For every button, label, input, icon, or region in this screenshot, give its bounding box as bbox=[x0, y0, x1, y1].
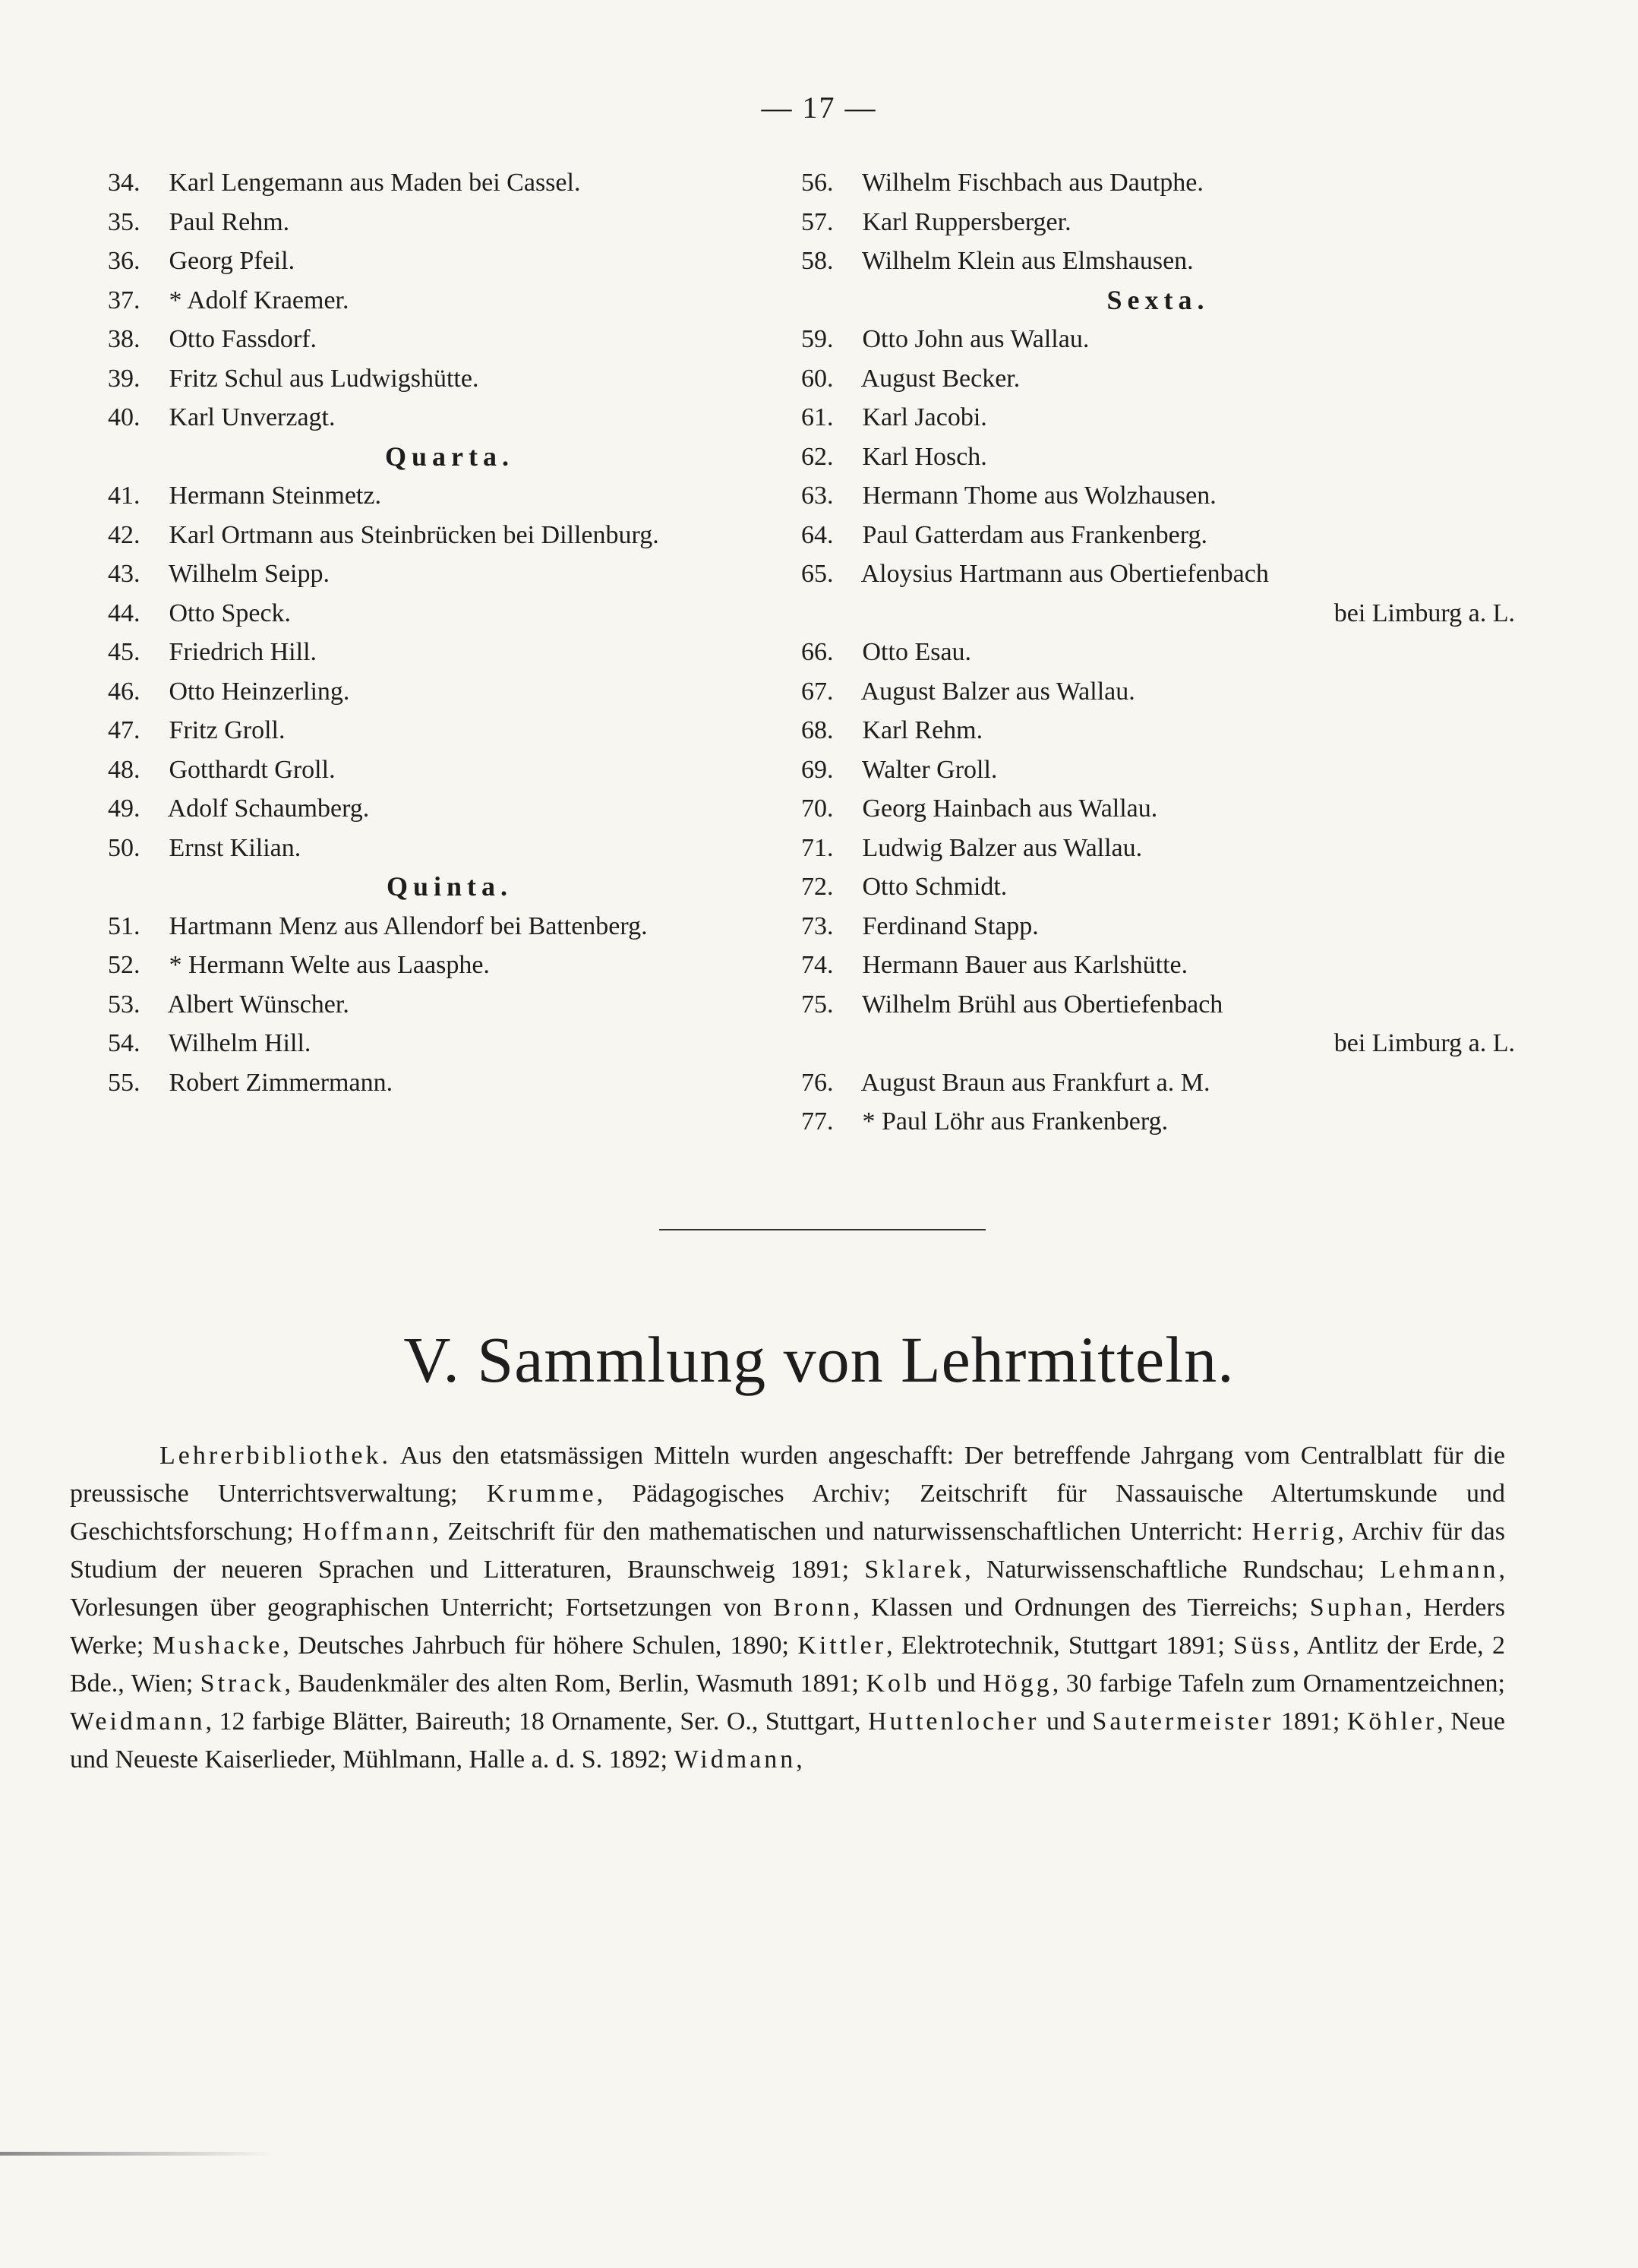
list-item bbox=[108, 516, 791, 555]
list-item bbox=[108, 711, 791, 750]
item-number: 72. bbox=[801, 873, 834, 901]
student-name: Paul Rehm. bbox=[163, 207, 290, 236]
item-number: 67. bbox=[801, 677, 834, 706]
paragraph-text: , Archiv für das Studium der neueren Sprachen und Litteraturen, Braunschweig 1891; bbox=[70, 1518, 1505, 1584]
item-number: 77. bbox=[801, 1107, 834, 1136]
spaced-author-name: Sklarek bbox=[864, 1556, 965, 1584]
student-name: Friedrich Hill. bbox=[163, 638, 317, 666]
item-number: 75. bbox=[801, 990, 834, 1019]
item-number: 45. bbox=[108, 638, 140, 666]
item-number: 76. bbox=[801, 1068, 834, 1097]
list-item bbox=[801, 1063, 1515, 1103]
item-number: 57. bbox=[801, 207, 834, 236]
list-item bbox=[108, 750, 791, 790]
page-number: — 17 — bbox=[761, 90, 877, 125]
item-number: 51. bbox=[108, 911, 140, 940]
list-item bbox=[801, 320, 1515, 359]
student-name: Karl Ortmann aus Steinbrücken bei Dillenburg. bbox=[163, 520, 659, 549]
student-name: August Balzer aus Wallau. bbox=[856, 677, 1135, 706]
paragraph-text: und bbox=[1039, 1707, 1093, 1736]
class-heading: Quinta. bbox=[386, 871, 513, 902]
section-title: V. Sammlung von Lehrmitteln. bbox=[403, 1323, 1235, 1396]
list-item bbox=[801, 516, 1515, 555]
item-number: 48. bbox=[108, 755, 140, 784]
paragraph-text: , bbox=[796, 1745, 803, 1774]
paragraph-text: , Antlitz der Erde, 2 Bde., Wien; bbox=[70, 1632, 1505, 1698]
spaced-author-name: Högg bbox=[983, 1669, 1053, 1698]
student-name: Otto Fassdorf. bbox=[163, 325, 317, 353]
paragraph-text: , Neue und Neueste Kaiserlieder, Mühlmann, Halle a. d. S. 1892; bbox=[70, 1707, 1505, 1774]
spaced-author-name: Widmann bbox=[674, 1745, 797, 1774]
list-item bbox=[108, 672, 791, 712]
item-number: 60. bbox=[801, 364, 834, 393]
list-item bbox=[108, 203, 791, 242]
list-item bbox=[801, 672, 1515, 712]
paragraph-text: , Klassen und Ordnungen des Tierreichs; bbox=[853, 1594, 1310, 1622]
spaced-author-name: Weidmann bbox=[70, 1707, 206, 1736]
spaced-author-name: Krumme bbox=[486, 1480, 597, 1508]
student-name: Karl Rehm. bbox=[856, 716, 983, 744]
left-column bbox=[108, 163, 791, 1102]
item-number: 39. bbox=[108, 364, 140, 393]
list-item bbox=[801, 163, 1515, 203]
student-name: Karl Ruppersberger. bbox=[856, 207, 1071, 236]
student-name: * Hermann Welte aus Laasphe. bbox=[163, 951, 490, 979]
item-number: 41. bbox=[108, 482, 140, 510]
list-item bbox=[801, 398, 1515, 437]
library-paragraph bbox=[70, 1437, 1505, 1779]
student-name: Adolf Schaumberg. bbox=[163, 794, 370, 823]
list-item bbox=[108, 163, 791, 203]
list-item bbox=[801, 242, 1515, 281]
paragraph-text: , Baudenkmäler des alten Rom, Berlin, Wasmuth 1891; bbox=[284, 1669, 866, 1698]
item-number: 58. bbox=[801, 247, 834, 275]
right-column bbox=[801, 163, 1515, 1142]
paragraph-text: , Vorlesungen über geographischen Unterricht; Fortsetzungen von bbox=[70, 1556, 1505, 1622]
list-item bbox=[108, 907, 791, 946]
item-number: 59. bbox=[801, 325, 834, 353]
student-name: Robert Zimmermann. bbox=[163, 1068, 393, 1097]
item-number: 61. bbox=[801, 403, 834, 431]
item-number: 38. bbox=[108, 325, 140, 353]
list-item-continuation: bei Limburg a. L. bbox=[1333, 599, 1515, 627]
spaced-author-name: Herrig bbox=[1251, 1518, 1338, 1546]
student-name: * Adolf Kraemer. bbox=[163, 286, 349, 314]
list-item bbox=[108, 789, 791, 829]
item-number: 63. bbox=[801, 482, 834, 510]
paragraph-text: , Pädagogisches Archiv; Zeitschrift für Nassauische Altertumskunde und Geschichtsforschung; bbox=[70, 1480, 1505, 1546]
student-name: Otto Esau. bbox=[856, 638, 972, 666]
list-item bbox=[801, 1102, 1515, 1142]
list-item bbox=[108, 281, 791, 321]
student-name: Paul Gatterdam aus Frankenberg. bbox=[856, 520, 1207, 549]
item-number: 49. bbox=[108, 794, 140, 823]
item-number: 37. bbox=[108, 286, 140, 314]
list-item bbox=[801, 867, 1515, 907]
student-name: Otto Speck. bbox=[163, 599, 292, 627]
student-name: Hermann Thome aus Wolzhausen. bbox=[856, 482, 1217, 510]
spaced-author-name: Mushacke bbox=[152, 1632, 283, 1660]
list-item bbox=[108, 398, 791, 437]
student-name: Ferdinand Stapp. bbox=[856, 911, 1039, 940]
item-number: 70. bbox=[801, 794, 834, 823]
item-number: 50. bbox=[108, 833, 140, 862]
student-name: August Braun aus Frankfurt a. M. bbox=[856, 1068, 1210, 1097]
spaced-author-name: Hoffmann bbox=[302, 1518, 433, 1546]
student-name: Georg Pfeil. bbox=[163, 247, 295, 275]
list-item bbox=[108, 985, 791, 1025]
spaced-author-name: Huttenlocher bbox=[867, 1707, 1040, 1736]
item-number: 40. bbox=[108, 403, 140, 431]
student-name: Otto Heinzerling. bbox=[163, 677, 350, 706]
paragraph-text: und bbox=[929, 1669, 983, 1698]
item-number: 65. bbox=[801, 560, 834, 588]
item-number: 42. bbox=[108, 520, 140, 549]
list-item bbox=[801, 829, 1515, 868]
list-item bbox=[801, 633, 1515, 672]
spaced-author-name: Kittler bbox=[797, 1632, 887, 1660]
spaced-author-name: Köhler bbox=[1346, 1707, 1438, 1736]
item-number: 47. bbox=[108, 716, 140, 744]
item-number: 43. bbox=[108, 560, 140, 588]
item-number: 35. bbox=[108, 207, 140, 236]
item-number: 46. bbox=[108, 677, 140, 706]
item-number: 53. bbox=[108, 990, 140, 1019]
list-item bbox=[108, 594, 791, 633]
item-number: 52. bbox=[108, 951, 140, 979]
spaced-author-name: Bronn bbox=[773, 1594, 854, 1622]
paragraph-text: , Herders Werke; bbox=[70, 1594, 1505, 1660]
student-name: Wilhelm Hill. bbox=[163, 1029, 311, 1057]
item-number: 36. bbox=[108, 247, 140, 275]
spaced-author-name: Lehrerbibliothek. bbox=[159, 1442, 391, 1470]
spaced-author-name: Suphan bbox=[1309, 1594, 1406, 1622]
student-name: Fritz Groll. bbox=[163, 716, 286, 744]
paragraph-text: , Zeitschrift für den mathematischen und naturwissenschaftlichen Unterricht: bbox=[432, 1518, 1252, 1546]
list-item bbox=[108, 359, 791, 399]
list-item bbox=[108, 320, 791, 359]
class-heading: Quarta. bbox=[385, 441, 514, 472]
list-item bbox=[108, 1063, 791, 1103]
student-name: Wilhelm Fischbach aus Dautphe. bbox=[856, 169, 1204, 197]
student-name: Ludwig Balzer aus Wallau. bbox=[856, 833, 1143, 862]
item-number: 56. bbox=[801, 169, 834, 197]
item-number: 71. bbox=[801, 833, 834, 862]
list-item bbox=[801, 476, 1515, 516]
section-divider bbox=[659, 1229, 986, 1230]
student-name: Gotthardt Groll. bbox=[163, 755, 336, 784]
list-item bbox=[108, 829, 791, 868]
list-item bbox=[801, 359, 1515, 399]
student-name: Karl Lengemann aus Maden bei Cassel. bbox=[163, 169, 581, 197]
student-name: * Paul Löhr aus Frankenberg. bbox=[856, 1107, 1169, 1136]
student-name: August Becker. bbox=[856, 364, 1021, 393]
paragraph-text: , Elektrotechnik, Stuttgart 1891; bbox=[886, 1632, 1234, 1660]
item-number: 69. bbox=[801, 755, 834, 784]
student-name: Hartmann Menz aus Allendorf bei Battenberg. bbox=[163, 911, 648, 940]
paragraph-text: , 12 farbige Blätter, Baireuth; 18 Ornamente, Ser. O., Stuttgart, bbox=[205, 1707, 868, 1736]
student-name: Fritz Schul aus Ludwigshütte. bbox=[163, 364, 479, 393]
spaced-author-name: Lehmann bbox=[1380, 1556, 1499, 1584]
item-number: 44. bbox=[108, 599, 140, 627]
paragraph-text: 1891; bbox=[1273, 1707, 1347, 1736]
list-item bbox=[801, 437, 1515, 477]
item-number: 54. bbox=[108, 1029, 140, 1057]
student-name: Hermann Steinmetz. bbox=[163, 482, 381, 510]
student-name: Aloysius Hartmann aus Obertiefenbach bbox=[856, 560, 1269, 588]
list-item bbox=[108, 242, 791, 281]
student-name: Karl Unverzagt. bbox=[163, 403, 336, 431]
student-name: Wilhelm Klein aus Elmshausen. bbox=[856, 247, 1194, 275]
student-name: Georg Hainbach aus Wallau. bbox=[856, 794, 1158, 823]
paragraph-text: Aus den etatsmässigen Mitteln wurden angeschafft: Der betreffende Jahrgang vom Centralblatt für die preussische Unterrichtsverwaltung; bbox=[70, 1442, 1505, 1508]
paragraph-text: , Deutsches Jahrbuch für höhere Schulen, 1890; bbox=[282, 1632, 798, 1660]
list-item bbox=[801, 711, 1515, 750]
paragraph-text: , 30 farbige Tafeln zum Ornamentzeichnen; bbox=[1052, 1669, 1505, 1698]
list-item bbox=[801, 946, 1515, 985]
list-item bbox=[801, 985, 1515, 1025]
student-name: Karl Hosch. bbox=[856, 442, 987, 471]
list-item bbox=[108, 554, 791, 594]
item-number: 62. bbox=[801, 442, 834, 471]
list-item bbox=[108, 1024, 791, 1063]
list-item bbox=[801, 907, 1515, 946]
student-name: Wilhelm Brühl aus Obertiefenbach bbox=[856, 990, 1223, 1019]
student-name: Albert Wünscher. bbox=[163, 990, 349, 1019]
list-item bbox=[801, 203, 1515, 242]
item-number: 68. bbox=[801, 716, 834, 744]
list-item-continuation: bei Limburg a. L. bbox=[1333, 1029, 1515, 1057]
spaced-author-name: Kolb bbox=[866, 1669, 930, 1698]
list-item bbox=[108, 946, 791, 985]
item-number: 64. bbox=[801, 520, 834, 549]
student-name: Hermann Bauer aus Karlshütte. bbox=[856, 951, 1188, 979]
scan-edge-shadow bbox=[0, 2152, 273, 2156]
student-name: Karl Jacobi. bbox=[856, 403, 987, 431]
student-name: Otto Schmidt. bbox=[856, 873, 1008, 901]
student-name: Wilhelm Seipp. bbox=[163, 560, 330, 588]
student-name: Walter Groll. bbox=[856, 755, 998, 784]
item-number: 55. bbox=[108, 1068, 140, 1097]
paragraph-text: , Naturwissenschaftliche Rundschau; bbox=[964, 1556, 1381, 1584]
item-number: 66. bbox=[801, 638, 834, 666]
list-item bbox=[801, 554, 1515, 594]
spaced-author-name: Sautermeister bbox=[1092, 1707, 1274, 1736]
class-heading: Sexta. bbox=[1106, 284, 1210, 315]
list-item bbox=[801, 789, 1515, 829]
student-name: Ernst Kilian. bbox=[163, 833, 301, 862]
item-number: 73. bbox=[801, 911, 834, 940]
spaced-author-name: Süss bbox=[1233, 1632, 1293, 1660]
list-item bbox=[108, 633, 791, 672]
list-item bbox=[801, 750, 1515, 790]
spaced-author-name: Strack bbox=[200, 1669, 285, 1698]
student-name: Otto John aus Wallau. bbox=[856, 325, 1090, 353]
item-number: 34. bbox=[108, 169, 140, 197]
list-item bbox=[108, 476, 791, 516]
item-number: 74. bbox=[801, 951, 834, 979]
